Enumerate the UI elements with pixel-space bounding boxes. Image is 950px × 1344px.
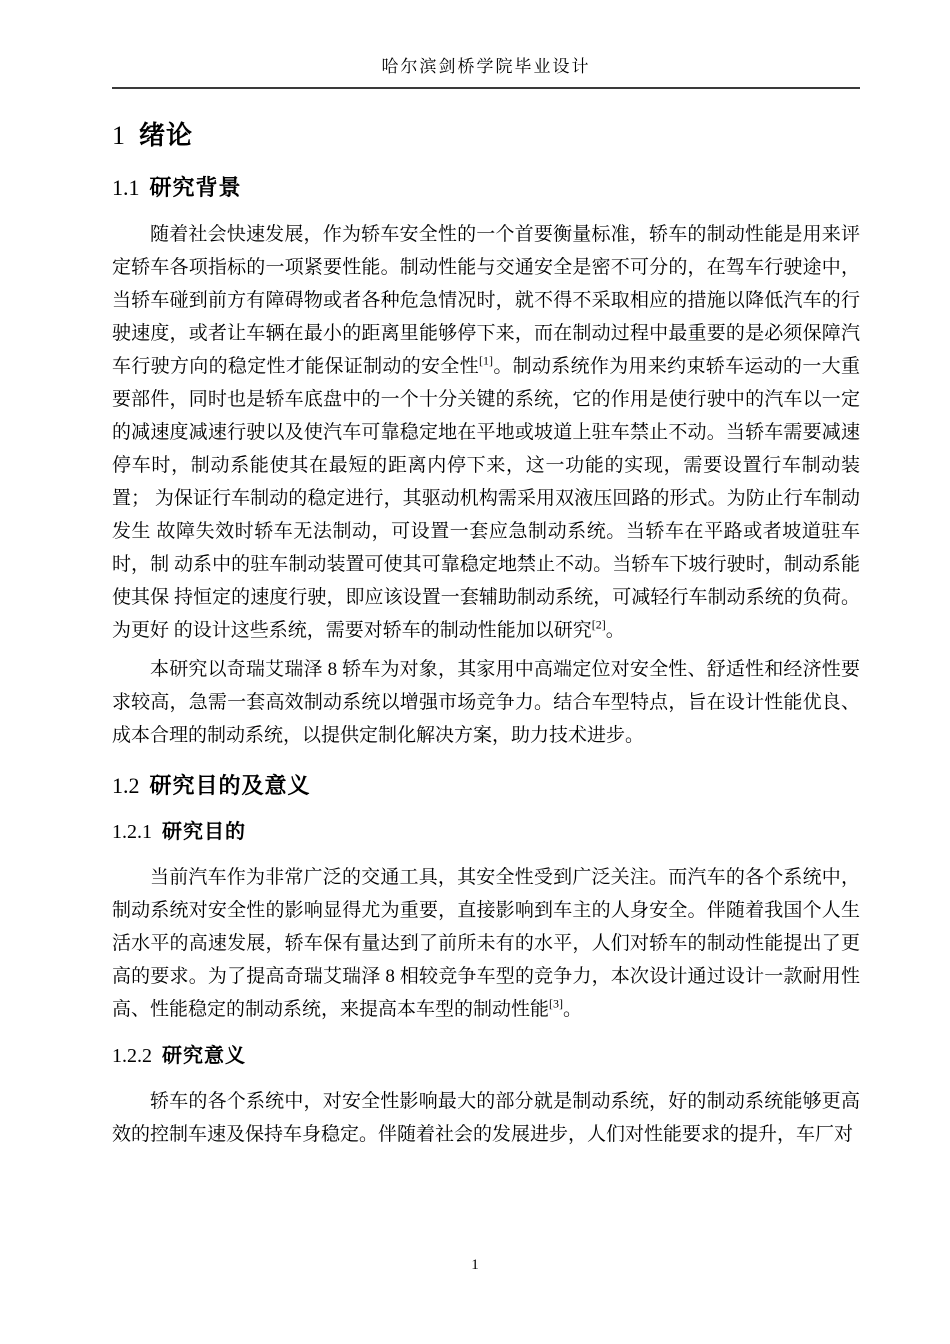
text-run: 。 xyxy=(605,620,625,641)
running-header-title: 哈尔滨剑桥学院毕业设计 xyxy=(381,57,591,76)
text-run: 当前汽车作为非常广泛的交通工具，其安全性受到广泛关注。而汽车的各个系统中，制动系统对安全性的影响显得尤为重要，直接影响到车主的人身安全。伴随着我国个人生活水平的高速发展，轿车保有量达到了前所未有的水平，人们对轿车的制动性能提出了更高的要求。为了提高奇瑞艾瑞泽 8 相较竞争车型的竞争力，本次设计通过设计一款耐用性 高、性能稳定的制动系统，来提高本车型的制动性能 xyxy=(112,867,860,1020)
section-number: 1.2 xyxy=(112,773,140,798)
subsection-number: 1.2.1 xyxy=(112,821,152,843)
paragraph-significance xyxy=(112,1085,860,1151)
section-heading-1-2 xyxy=(112,770,860,802)
subsection-heading-1-2-1 xyxy=(112,817,860,847)
citation-ref-2: [2] xyxy=(591,617,606,632)
text-run: 。制动系统作为用来约束轿车运动的一大重要部件，同时也是轿车底盘中的一个十分关键的系统，它的作用是使行驶中的汽车以一定的减速度减速行驶以及使汽车可靠稳定地在平地或坡道上驻车禁止不动。当轿车需要减速停车时，制动系能使其在最短的距离内停下来，这一功能的实现，需要设置行车制动装置； 为保证行车制动的稳定进行，其驱动机构需采用双液压回路的形式。为防止行车制动发生 故障失效时轿车无法制动，可设置一套应急制动系统。当轿车在平路或者坡道驻车时，制 动系中的驻车制动装置可使其可靠稳定地禁止不动。当轿车下坡行驶时，制动系能使其保 持恒定的速度行驶，即应该设置一套辅助制动系统，可减轻行车制动系统的负荷。为更好 的设计这些系统，需要对轿车的制动性能加以研究 xyxy=(112,356,860,641)
section-title: 研究背景 xyxy=(149,175,242,200)
citation-ref-3: [3] xyxy=(549,996,564,1011)
text-run: 本研究以奇瑞艾瑞泽 8 轿车为对象，其家用中高端定位对安全性、舒适性和经济性要 求较高，急需一套高效制动系统以增强市场竞争力。结合车型特点，旨在设计性能优良、 成本合理的制动系统，以提供定制化解决方案，助力技术进步。 xyxy=(112,659,860,746)
text-run: 随着社会快速发展，作为轿车安全性的一个首要衡量标准，轿车的制动性能是用来评定轿车各项指标的一项紧要性能。制动性能与交通安全是密不可分的，在驾车行驶途中，当轿车碰到前方有障碍物或者各种危急情况时，就不得不采取相应的措施以降低汽车的行驶速度，或者让车辆在最小的距离里能够停下来，而在制动过程中最重要的是必须保障汽车行驶方向的稳定性才能保证制动的安全性 xyxy=(112,224,860,377)
subsection-number: 1.2.2 xyxy=(112,1045,152,1067)
paragraph-background-1 xyxy=(112,218,860,647)
page-number: 1 xyxy=(471,1257,479,1273)
running-header xyxy=(112,0,860,89)
text-run: 轿车的各个系统中，对安全性影响最大的部分就是制动系统，好的制动系统能够更高效的控制车速及保持车身稳定。伴随着社会的发展进步，人们对性能要求的提升，车厂对 xyxy=(112,1091,860,1145)
chapter-number: 1 xyxy=(112,121,125,150)
document-page xyxy=(112,0,860,1151)
page-footer xyxy=(0,1257,950,1274)
section-number: 1.1 xyxy=(112,175,140,200)
chapter-heading xyxy=(112,117,860,154)
text-run: 。 xyxy=(563,999,583,1020)
subsection-heading-1-2-2 xyxy=(112,1041,860,1071)
subsection-title: 研究目的 xyxy=(162,821,246,843)
section-heading-1-1 xyxy=(112,172,860,204)
paragraph-background-2 xyxy=(112,653,860,752)
subsection-title: 研究意义 xyxy=(162,1045,246,1067)
citation-ref-1: [1] xyxy=(479,353,493,368)
chapter-title: 绪论 xyxy=(139,120,194,150)
section-title: 研究目的及意义 xyxy=(149,773,311,798)
paragraph-purpose xyxy=(112,861,860,1026)
